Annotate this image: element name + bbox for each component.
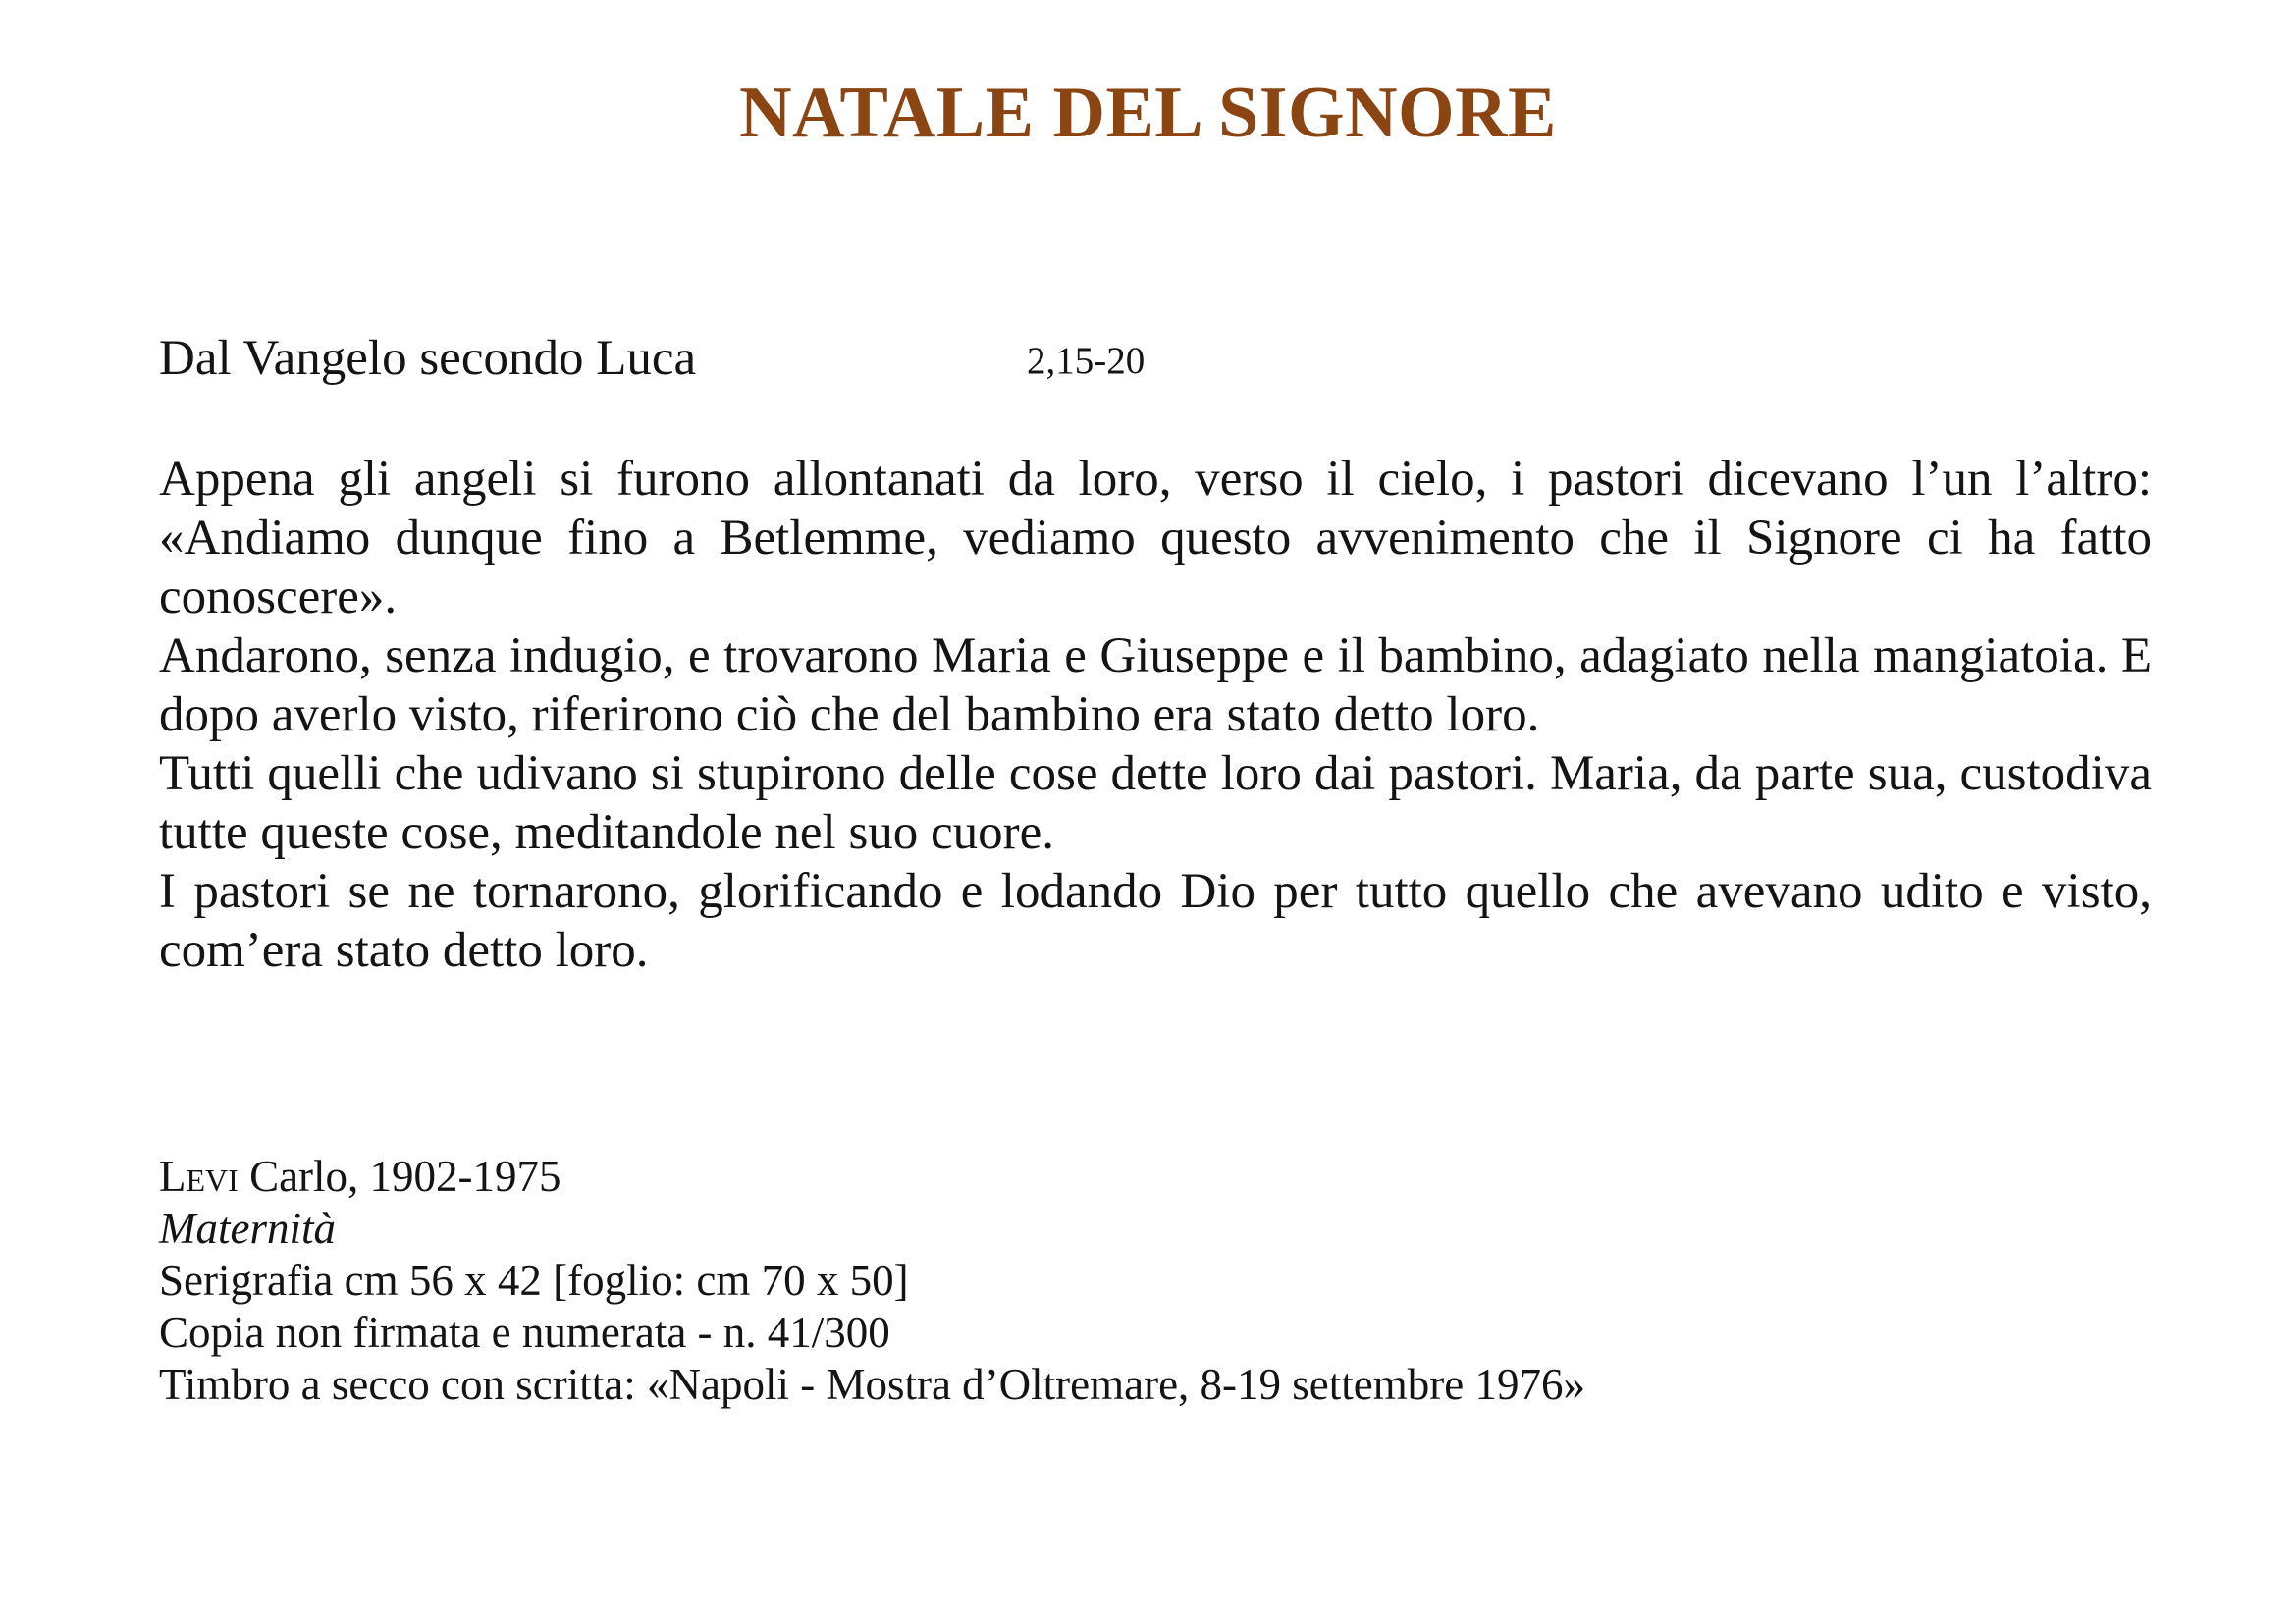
artwork-artist bbox=[159, 1151, 2122, 1203]
gospel-reading bbox=[159, 450, 2152, 980]
artwork-credits bbox=[159, 1151, 2122, 1411]
gospel-source: Dal Vangelo secondo Luca bbox=[159, 331, 697, 386]
artwork-technique: Serigrafia cm 56 x 42 [foglio: cm 70 x 50] bbox=[159, 1256, 909, 1305]
gospel-reference: 2,15-20 bbox=[1027, 340, 1146, 382]
artist-surname: Levi bbox=[159, 1152, 239, 1201]
gospel-source-line bbox=[159, 324, 1730, 393]
artwork-stamp: Timbro a secco con scritta: «Napoli - Mostra d’Oltremare, 8-19 settembre 1976» bbox=[159, 1360, 1585, 1409]
reading-paragraph: I pastori se ne tornarono, glorificando e lodando Dio per tutto quello che avevano udito e visto, com’era stato detto loro. bbox=[159, 864, 2152, 978]
reading-paragraph: Appena gli angeli si furono allontanati da loro, verso il cielo, i pastori dicevano l’un l’altro: «Andiamo dunque fino a Betlemme, vediamo questo avvenimento che il Signore ci ha fatto conoscere». bbox=[159, 452, 2152, 624]
artwork-edition: Copia non firmata e numerata - n. 41/300 bbox=[159, 1308, 890, 1357]
reading-paragraph: Tutti quelli che udivano si stupirono delle cose dette loro dai pastori. Maria, da parte sua, custodiva tutte queste cose, meditandole nel suo cuore. bbox=[159, 746, 2152, 860]
artwork-title: Maternità bbox=[159, 1204, 336, 1253]
artist-details: Carlo, 1902-1975 bbox=[238, 1152, 561, 1201]
page-title: NATALE DEL SIGNORE bbox=[739, 73, 1557, 153]
reading-paragraph: Andarono, senza indugio, e trovarono Maria e Giuseppe e il bambino, adagiato nella mangiatoia. E dopo averlo visto, riferirono ciò che del bambino era stato detto loro. bbox=[159, 628, 2152, 742]
